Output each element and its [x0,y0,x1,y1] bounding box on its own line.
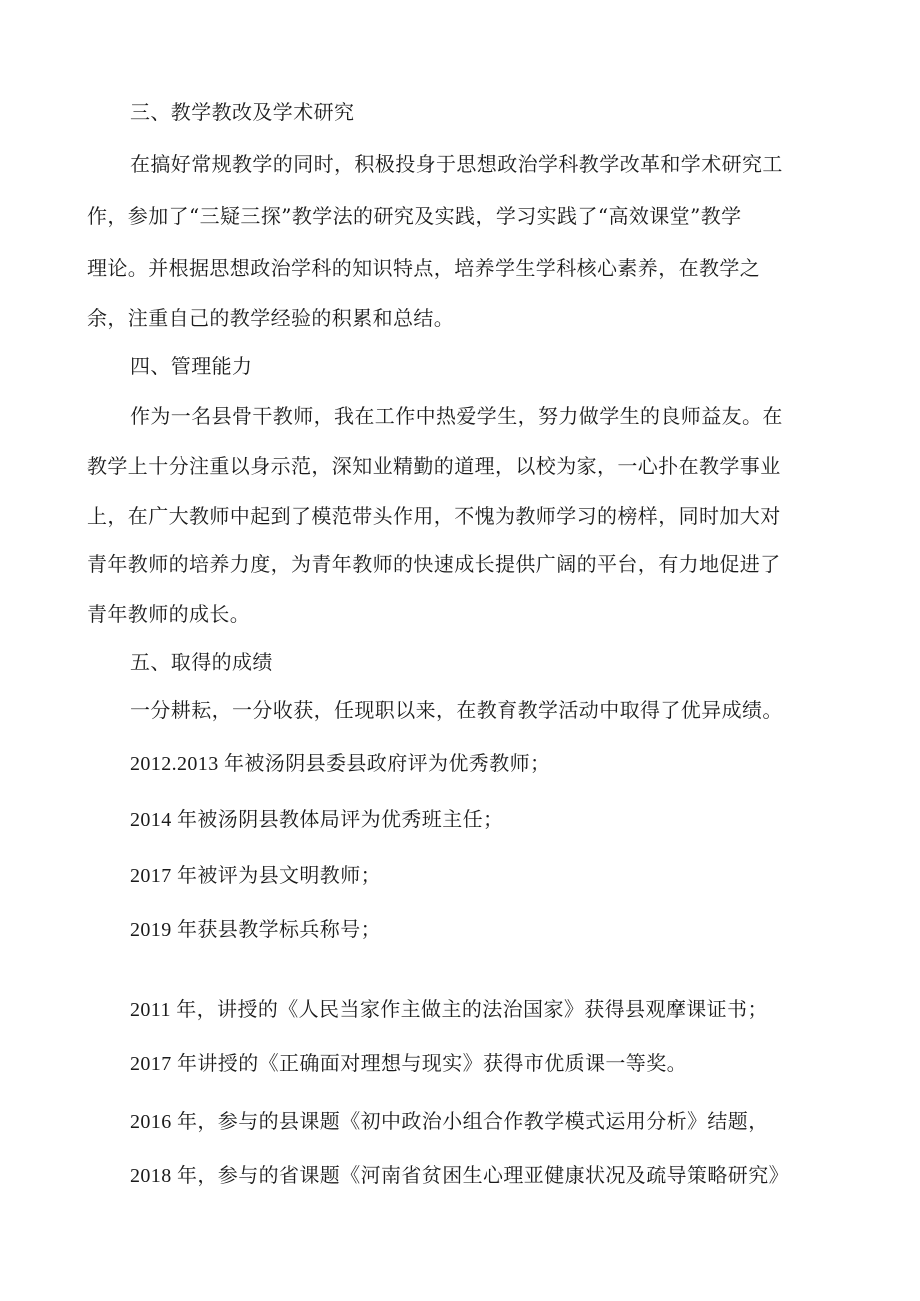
section4-paragraph-line: 青年教师的成长。 [87,602,251,626]
section4-heading: 四、管理能力 [130,354,253,378]
honor-item: 2012.2013 年被汤阴县委县政府评为优秀教师； [130,753,551,775]
section5-intro: 一分耕耘，一分收获，任现职以来，在教育教学活动中取得了优异成绩。 [130,698,783,722]
section3-paragraph-line: 理论。并根据思想政治学科的知识特点，培养学生学科核心素养，在教学之 [87,256,761,280]
honor-item: 2019 年获县教学标兵称号； [130,919,381,941]
section3-heading: 三、教学教改及学术研究 [130,100,355,124]
section4-paragraph-line: 上，在广大教师中起到了模范带头作用，不愧为教师学习的榜样，同时加大对 [87,504,781,528]
section4-paragraph-line: 教学上十分注重以身示范，深知业精勤的道理，以校为家，一心扑在教学事业 [87,454,781,478]
section5-heading: 五、取得的成绩 [130,650,273,674]
section3-paragraph-line: 在搞好常规教学的同时，积极投身于思想政治学科教学改革和学术研究工 [130,152,783,176]
section4-paragraph-line: 作为一名县骨干教师，我在工作中热爱学生，努力做学生的良师益友。在 [130,404,783,428]
section3-paragraph-line: 作，参加了“三疑三探”教学法的研究及实践，学习实践了“高效课堂”教学 [87,204,742,228]
lesson-award-item: 2011 年，讲授的《人民当家作主做主的法治国家》获得县观摩课证书； [130,999,768,1021]
research-item: 2016 年，参与的县课题《初中政治小组合作教学模式运用分析》结题， [130,1111,769,1133]
section4-paragraph-line: 青年教师的培养力度，为青年教师的快速成长提供广阔的平台，有力地促进了 [87,552,781,576]
honor-item: 2014 年被汤阴县教体局评为优秀班主任； [130,809,504,831]
section3-paragraph-line: 余，注重自己的教学经验的积累和总结。 [87,306,455,330]
honor-item: 2017 年被评为县文明教师； [130,865,381,887]
lesson-award-item: 2017 年讲授的《正确面对理想与现实》获得市优质课一等奖。 [130,1053,687,1075]
research-item: 2018 年，参与的省课题《河南省贫困生心理亚健康状况及疏导策略研究》 [130,1165,789,1187]
